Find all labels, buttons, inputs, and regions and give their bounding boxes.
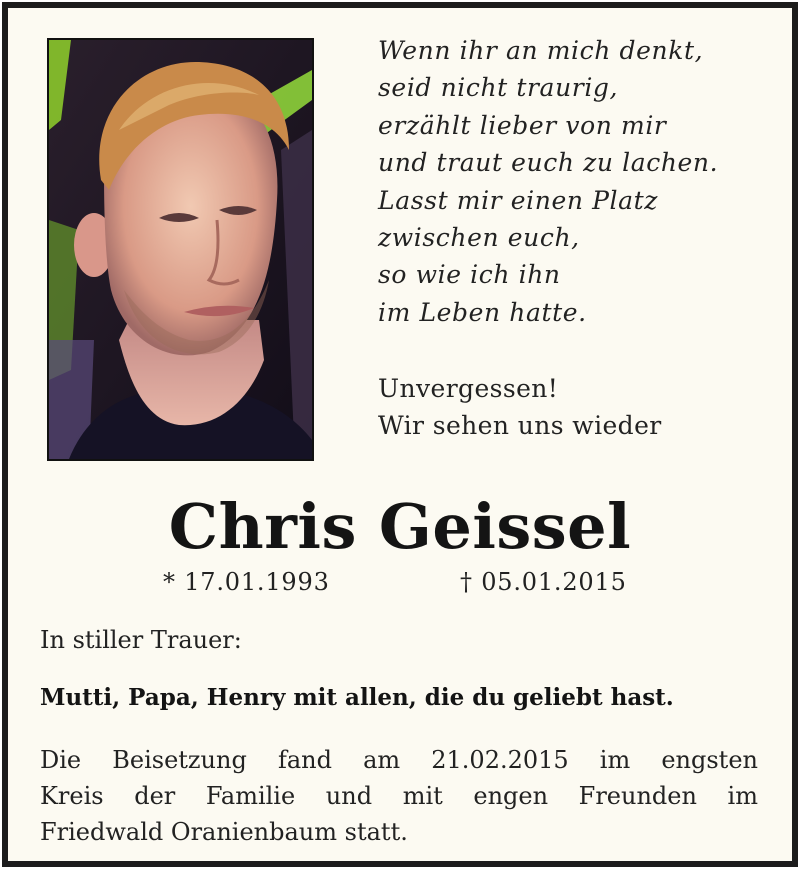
obituary-notice bbox=[2, 2, 798, 867]
poem bbox=[378, 32, 778, 331]
closing-line: Unvergessen! bbox=[378, 374, 559, 403]
poem-line: Lasst mir einen Platz bbox=[378, 185, 659, 215]
burial-line: Kreis der Familie und mit engen Freunden im bbox=[40, 782, 758, 810]
closing-line: Wir sehen uns wieder bbox=[378, 411, 662, 440]
mourning-intro: In stiller Trauer: bbox=[40, 626, 242, 654]
deceased-name: Chris Geissel bbox=[168, 490, 632, 563]
burial-line: Friedwald Oranienbaum statt. bbox=[40, 818, 408, 846]
portrait-photo bbox=[47, 38, 314, 461]
closing-words bbox=[378, 370, 778, 444]
poem-line: seid nicht traurig, bbox=[378, 73, 619, 103]
poem-line: Wenn ihr an mich denkt, bbox=[378, 36, 704, 65]
poem-line: erzählt lieber von mir bbox=[378, 110, 667, 140]
death-date: † 05.01.2015 bbox=[460, 568, 627, 596]
poem-line: im Leben hatte. bbox=[378, 297, 587, 327]
poem-line: zwischen euch, bbox=[378, 223, 580, 253]
mourners: Mutti, Papa, Henry mit allen, die du geliebt hast. bbox=[40, 684, 674, 711]
portrait-image bbox=[49, 40, 312, 459]
burial-notice bbox=[40, 742, 758, 850]
birth-date: * 17.01.1993 bbox=[163, 568, 330, 596]
burial-line: Die Beisetzung fand am 21.02.2015 im engsten bbox=[40, 746, 758, 774]
poem-line: und traut euch zu lachen. bbox=[378, 148, 719, 178]
poem-line: so wie ich ihn bbox=[378, 260, 561, 290]
